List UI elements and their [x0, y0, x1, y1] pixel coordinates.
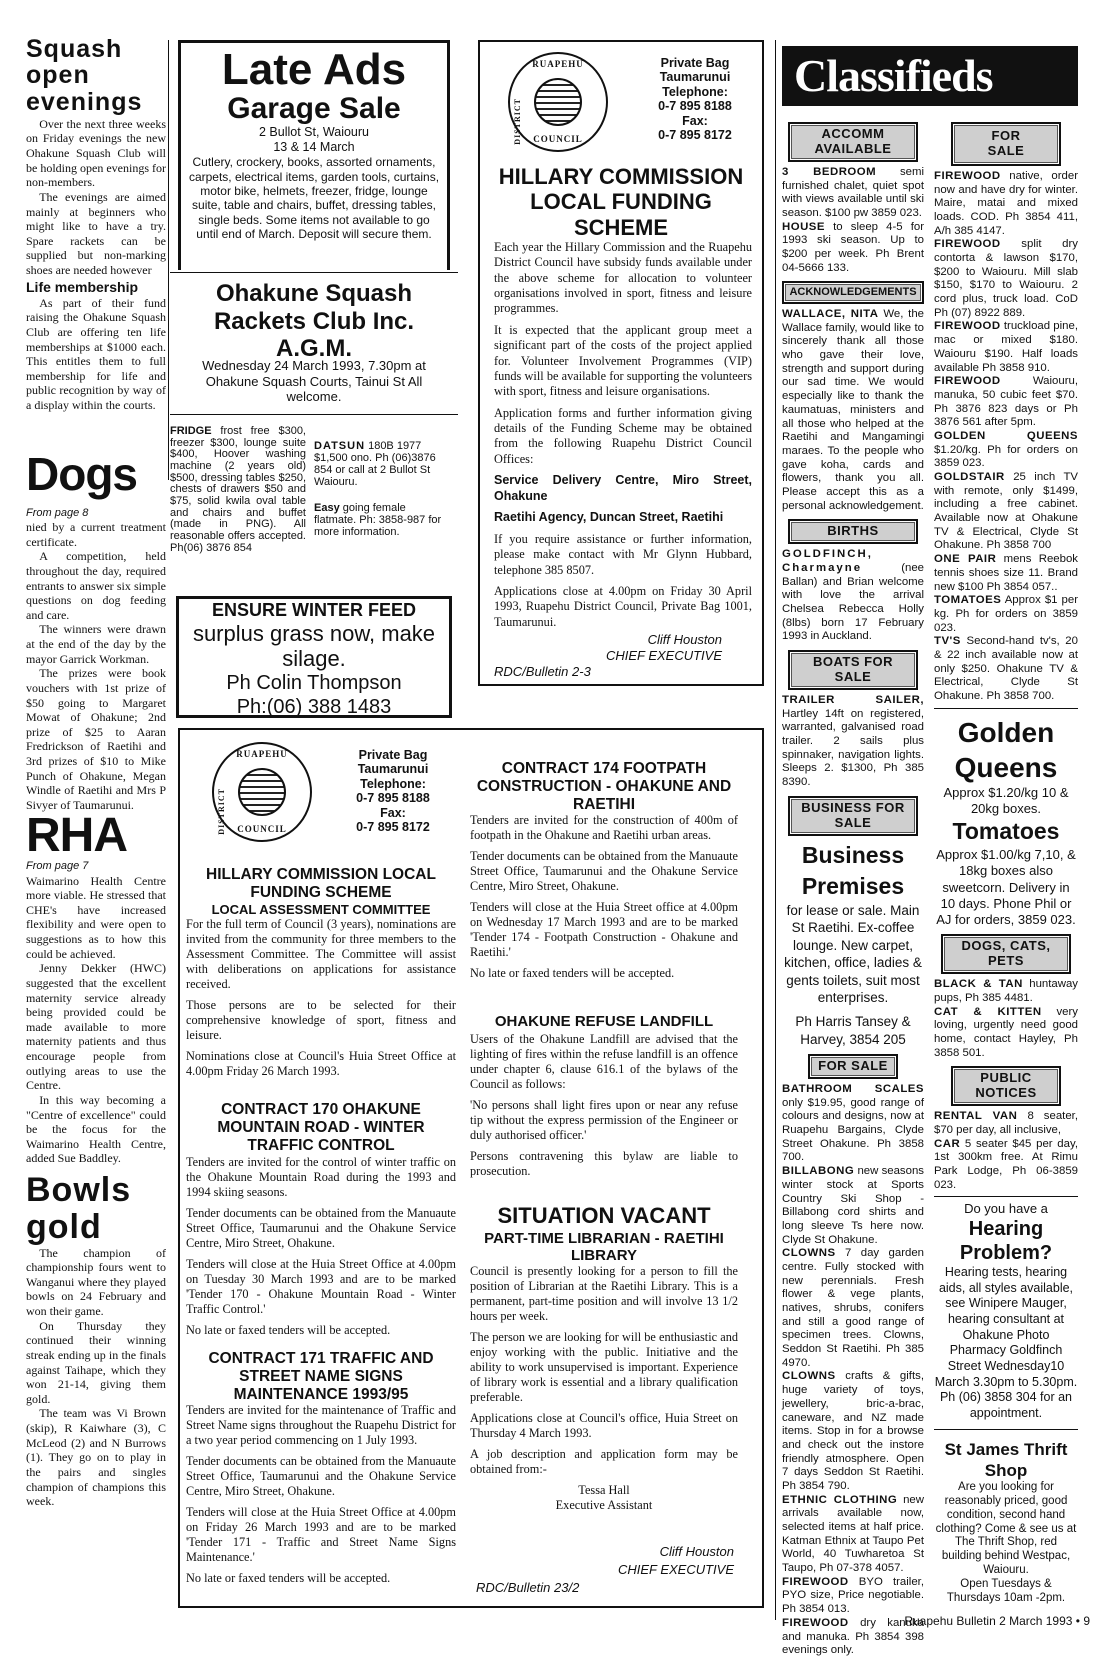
agm-heading: Ohakune Squash Rackets Club Inc. A.G.M. — [213, 280, 415, 363]
garage-sale-items: Cutlery, crockery, books, assorted ornaments, carpets, electrical items, garden tools, curtains, motor bike, helmets, freezer, fridge, lounge suite, table and chairs, buffet, dressing tables, single beds. Some items not available to go until end of March. Deposit will secure them. — [188, 155, 440, 242]
bowls-paragraph: On Thursday they continued their winning streak ending up in the finals against Taihape, which they won 21-14, giving them gold. — [26, 1318, 166, 1406]
notice-paragraph: Tender documents can be obtained from the Manuaute Street Office, Taumarunui and the Ohakune Service Centre, Miro Street, Ohakune. — [470, 849, 738, 894]
classified-ad: GOLDEN QUEENS $1.20/kg. Ph for orders on 3859 023. — [934, 429, 1078, 470]
dogs-paragraph: The prizes were book vouchers with 1st prize of $50 going to Margaret Mowat of Ohakune; 2nd prize of $25 to Aaran Fredrickson of Raetihi and 3rd prizes of $10 to Mike Punch of Ohakune, Megan Windle of Raetihi and Mrs P Sivyer of Taumarunui. — [26, 666, 166, 812]
classified-ad: 3 BEDROOM semi furnished chalet, quiet spot with views available until ski season. $100 pw 3859 023. — [782, 165, 924, 219]
hearing-heading: Hearing Problem? — [959, 1218, 1053, 1265]
squash-paragraph: The evenings are aimed mainly at beginners who might like to have a try. Spare rackets can be supplied but non-marking shoes are needed however — [26, 189, 166, 277]
notice-paragraph: Nominations close at Council's Huia Street Office at 4.00pm Friday 26 March 1993. — [186, 1049, 456, 1079]
signature-title: CHIEF EXECUTIVE — [605, 648, 722, 663]
librarian-subheading: PART-TIME LIBRARIAN - RAETIHI LIBRARY — [484, 1229, 724, 1264]
silage-ad — [176, 596, 452, 718]
classified-ad: BILLABONG new seasons winter stock at Sports Country Ski Shop - Billabong cord shirts and long sleeve Ts here now. Clyde St Ohakune. — [782, 1165, 924, 1246]
office-address: Raetihi Agency, Duncan Street, Raetihi — [494, 510, 724, 525]
contact-line: 0-7 895 8188 — [356, 791, 430, 806]
contact-line: Taumarunui — [659, 70, 731, 85]
business-premises-contact: Ph Harris Tansey & Harvey, 3854 205 — [795, 1014, 911, 1047]
rha-paragraph: In this way becoming a "Centre of excellence" could be the focus for the Waimarino Health Centre, added Sue Baddley. — [26, 1092, 166, 1166]
bulletin-reference: RDC/Bulletin 23/2 — [476, 1580, 580, 1595]
notice-paragraph: For the full term of Council (3 years), nominations are invited from the community for three members to the Assessment Committee. The Committee will assist with deliberations on applications for assistance received. — [186, 917, 456, 992]
hillary-paragraph: Applications close at 4.00pm on Friday 30 April 1993, Ruapehu District Council, Private Bag 1001, Taumarunui. — [494, 583, 752, 629]
golden-queens-heading: Golden Queens — [954, 716, 1058, 783]
datsun-ad — [314, 440, 450, 488]
contact-line: Private Bag — [358, 748, 428, 762]
dogs-paragraph: The winners were drawn at the end of the day by the mayor Garrick Workman. — [26, 622, 166, 666]
section-header: BUSINESS FOR SALE — [788, 796, 918, 836]
council-contact — [640, 56, 750, 142]
hearing-pretitle: Do you have a — [964, 1201, 1048, 1217]
continued-from: From page 8 — [26, 506, 89, 519]
classified-ad: GOLDSTAIR 25 inch TV with remote, only $1499, including a free cabinet. Available now at Ohakune TV & Electrical, Clyde St Ohakune. Ph 3858 700 — [934, 471, 1078, 552]
bowls-headline: Bowls gold — [26, 1171, 132, 1246]
situation-vacant-heading: SITUATION VACANT — [497, 1202, 711, 1228]
classified-ad: CAR 5 seater $45 per day, 1st 300km free. At Rimu Park Lodge, Ph 06-3859 023. — [934, 1137, 1078, 1191]
thrift-shop-heading: St James Thrift Shop — [944, 1440, 1068, 1480]
section-header: ACKNOWLEDGEMENTS — [782, 281, 924, 304]
divider — [170, 414, 458, 415]
signature-title: CHIEF EXECUTIVE — [617, 1562, 734, 1577]
notice-paragraph: Tenders will close at the Huia Street Office at 4.00pm on Tuesday 30 March 1993 and are to be marked 'Tender 170 - Ohakune Mountain Road - Winter Traffic Control.' — [186, 1256, 456, 1316]
signature: Cliff Houston — [659, 1544, 734, 1559]
classified-ad: TRAILER SAILER, Hartley 14ft on registered, warranted, galvanised road trailer. 2 sails plus spinnaker, navigation lights. Sleeps 2. $1300, Ph 385 8390. — [782, 693, 924, 789]
page-footer: Ruapehu Bulletin 2 March 1993 • 9 — [904, 1614, 1090, 1628]
late-ads-title: Late Ads — [221, 45, 407, 94]
silage-line: surplus grass now, make silage. — [192, 620, 436, 672]
notice-paragraph: Tender documents can be obtained from the Manuaute Street Office, Taumarunui and the Ohakune Service Centre, Miro Street, Ohakune. — [186, 1454, 456, 1499]
hillary-paragraph: If you require assistance or further information, please make contact with Mr Glynn Hubbard, telephone 385 8507. — [494, 531, 752, 577]
contact-role: Executive Assistant — [555, 1498, 653, 1513]
squash-headline: Squash open evenings — [26, 35, 143, 116]
thrift-shop-hours: Open Tuesdays & Thursdays 10am -2pm. — [946, 1577, 1066, 1604]
continued-from: From page 7 — [26, 860, 89, 873]
classifieds-title: Classifieds — [794, 50, 993, 101]
notice-paragraph: Applications close at Council's office, Huia Street on Thursday 4 March 1993. — [470, 1411, 738, 1441]
notice-paragraph: Tenders are invited for the construction of 400m of footpath in the Ohakune and Raetihi urban areas. — [470, 813, 738, 843]
classified-ad: CLOWNS 7 day garden centre. Fully stocked with new perennials. Fresh flower & vege plants, natives, shrubs, conifers and still a good range of specimen trees. Clowns, Seddon St Raetihi. Ph 385 4970. — [782, 1247, 924, 1369]
notice-paragraph: Persons contravening this bylaw are liable to prosecution. — [470, 1148, 738, 1178]
notice-paragraph: The person we are looking for will be enthusiastic and enjoy working with the public. Initiative and the ability to work unsupervised is important. Experience of library work is essential and a library qualification preferable. — [470, 1330, 738, 1405]
agm-details: Wednesday 24 March 1993, 7.30pm at Ohakune Squash Courts, Tainui St All welcome. — [202, 358, 426, 405]
rha-paragraph: Jenny Dekker (HWC) suggested that the excellent maternity service already being provided could be made available to more maternity patients and thus encourage people from outlying areas to use the Centre. — [26, 961, 166, 1093]
assessment-heading: HILLARY COMMISSION LOCAL FUNDING SCHEME — [206, 866, 436, 901]
golden-queens-body: Approx $1.20/kg 10 & 20kg boxes. — [943, 784, 1069, 816]
hillary-paragraph: Each year the Hillary Commission and the Ruapehu District Council have subsidy funds available under the above scheme for allocation to volunteer organisations involved in sport, fitness and leisure programmes. — [494, 240, 752, 316]
section-header: ACCOMM AVAILABLE — [788, 122, 918, 162]
contact-line: 0-7 895 8172 — [658, 127, 732, 142]
council-seal-logo — [508, 52, 608, 152]
bowls-paragraph: The champion of championship fours went to Wanganui where they played bowls on 24 February and won their game. — [26, 1245, 166, 1319]
section-header: FOR SALE — [951, 122, 1061, 166]
tomatoes-body: Approx $1.00/kg 7,10, & 18kg boxes also sweetcorn. Delivery in 10 days. Phone Phil or AJ for orders, 3859 023. — [936, 847, 1076, 928]
divider — [170, 272, 458, 273]
classifieds-column-a — [782, 116, 925, 1657]
assessment-subheading: LOCAL ASSESSMENT COMMITTEE — [211, 901, 431, 917]
flatmate-lead: Easy — [314, 502, 340, 514]
seal-text: COUNCIL — [237, 824, 287, 835]
contract-174-heading: CONTRACT 174 FOOTPATH CONSTRUCTION - OHAKUNE AND RAETIHI — [476, 760, 732, 813]
divider — [934, 1196, 1078, 1197]
contact-line: Taumarunui — [357, 762, 429, 777]
silage-line: Ph:(06) 388 1483 — [236, 696, 392, 719]
notice-paragraph: Tenders will close at the Huia Street Office at 4.00pm on Friday 26 March 1993 and are to be marked 'Tender 171 - Traffic and Street Name Signs Maintenance.' — [186, 1505, 456, 1565]
classified-ad: FIREWOOD dry kanuka and manuka. Ph 3854 398 evenings only. — [782, 1616, 925, 1657]
hearing-body: Hearing tests, hearing aids, all styles available, see Winipere Mauger, hearing consultant at Ohakune Photo Pharmacy Goldfinch Street Wednesday10 March 3.30pm to 5.30pm. Ph (06) 3858 304 for an appointment. — [934, 1265, 1078, 1420]
classified-ad: TV'S Second-hand tv's, 20 & 22 inch available now at only $250. Ohakune TV & Electrical, Clyde St Ohakune. Ph 3858 700. — [934, 635, 1078, 702]
squash-paragraph: Over the next three weeks on Friday evenings the new Ohakune Squash Club will be holding open evenings for non-members. — [26, 116, 166, 190]
hillary-paragraph: Application forms and further information giving details of the Funding Scheme may be obtained from the following Ruapehu District Council Offices: — [494, 405, 752, 466]
classifieds-column-b — [934, 116, 1078, 1610]
seal-text: COUNCIL — [533, 134, 583, 145]
hillary-title: HILLARY COMMISSION LOCAL FUNDING SCHEME — [498, 164, 744, 240]
rha-paragraph: Waimarino Health Centre more viable. He stressed that CHE's have increased flexibility and were open to suggestions as to how this could be achieved. — [26, 873, 166, 961]
notice-paragraph: Tender documents can be obtained from the Manuaute Street Office, Taumarunui and the Ohakune Service Centre, Miro Street, Ohakune. — [186, 1205, 456, 1250]
classified-ad: BLACK & TAN huntaway pups, Ph 385 4481. — [934, 978, 1078, 1004]
silage-line: Ph Colin Thompson — [226, 672, 402, 695]
contact-line: Fax: — [380, 805, 406, 820]
classified-ad: GOLDFINCH, Charmayne (nee Ballan) and Brian welcome with love the arrival Chelsea Rebecca Holly (8lbs) born 17 February 1993 in Auckland. — [782, 548, 924, 643]
thrift-shop-body: Are you looking for reasonably priced, good condition, second hand clothing? Come & see us at The Thrift Shop, red building behind Westpac, Waiouru. — [935, 1481, 1077, 1576]
classified-ad: RENTAL VAN 8 seater, $70 per day, all inclusive, — [934, 1110, 1079, 1136]
signature: Cliff Houston — [647, 632, 722, 647]
business-premises-body: for lease or sale. Main St Raetihi. Ex-coffee lounge. New carpet, kitchen, office, ladies & gents toilets, suit most enterprises. — [784, 902, 922, 1006]
council-notices-box — [178, 728, 764, 1608]
bulletin-reference: RDC/Bulletin 2-3 — [494, 664, 591, 679]
classified-ad: ONE PAIR mens Reebok tennis shoes size 11. Brand new $100 Ph 3854 057.. — [934, 553, 1078, 593]
classified-ad: FIREWOOD truckload pine, mac or mixed $180. Waiouru $190. Half loads available Ph 3858 910. — [934, 320, 1078, 374]
fridge-text: frost free $300, freezer $300, lounge suite $400, Hoover washing machine (2 years old) $500, dressing tables $250, chests of drawers $50 and $75, solid kwila oval table and chairs and buffet (made in PNG). All reasonable offers accepted. Ph(06) 3876 854 — [170, 425, 306, 554]
silage-line: ENSURE WINTER FEED — [211, 600, 416, 620]
business-premises-heading: Business Premises — [801, 841, 905, 899]
datsun-text: 180B 1977 $1,500 ono. Ph (06)3876 854 or call at 2 Bullot St Waiouru. — [314, 440, 436, 489]
life-membership-paragraph: As part of their fund raising the Ohakune Squash Club are offering ten life memberships at $1000 each. This entitles them to full membership for life and public recognition by way of a display within the courts. — [26, 295, 166, 413]
section-header: BOATS FOR SALE — [788, 650, 918, 690]
flatmate-ad — [314, 502, 450, 538]
contact-line: Private Bag — [660, 56, 730, 70]
contact-line: Telephone: — [360, 776, 426, 791]
flatmate-text: going female flatmate. Ph: 3858-987 for more information. — [314, 502, 442, 539]
column-rule — [168, 40, 169, 480]
section-header: BIRTHS — [788, 519, 918, 544]
divider — [934, 708, 1078, 709]
classified-ad: FIREWOOD Waiouru, manuka, 50 cubic feet $70. Ph 3876 823 days or Ph 3876 561 after 5pm. — [934, 375, 1078, 429]
classifieds-banner — [782, 46, 1078, 106]
news-column — [26, 36, 166, 1611]
contact-line: 0-7 895 8188 — [658, 99, 732, 114]
classified-ad: FIREWOOD BYO trailer, PYO size, Price negotiable. Ph 3854 013. — [782, 1575, 924, 1616]
notice-paragraph: Those persons are to be selected for their comprehensive knowledge of sport, fitness and leisure. — [186, 998, 456, 1043]
contract-171-heading: CONTRACT 171 TRAFFIC AND STREET NAME SIGNS MAINTENANCE 1993/95 — [208, 1349, 434, 1403]
dogs-headline: Dogs — [26, 447, 137, 500]
garage-sale-heading: Garage Sale — [227, 92, 401, 126]
section-header: FOR SALE — [808, 1054, 898, 1079]
contact-name: Tessa Hall — [578, 1483, 630, 1498]
classified-ad: BATHROOM SCALES only $19.95, good range of colours and designs, now at Ruapehu Bargains, Clyde Street Ohakune. Ph 3858 700. — [782, 1083, 924, 1164]
council-seal-logo — [212, 742, 312, 842]
notice-paragraph: Council is presently looking for a person to fill the position of Librarian at the Raetihi Library. This is a permanent, part-time position and will involve 13 1/2 hours per week. — [470, 1264, 738, 1324]
seal-text: RUAPEHU — [532, 59, 584, 69]
classified-ad: TOMATOES Approx $1 per kg. Ph for orders on 3859 023. — [934, 594, 1078, 634]
late-ads-box — [178, 40, 450, 270]
rha-headline: RHA — [26, 808, 127, 862]
divider — [934, 1429, 1078, 1430]
notice-paragraph: 'No persons shall light fires upon or near any refuse tip without the express permission of the Engineer or duly authorised officer.' — [470, 1097, 738, 1142]
dogs-paragraph: nied by a current treatment certificate. — [26, 520, 166, 549]
dogs-paragraph: A competition, held throughout the day, required entrants to answer six simple questions on dog feeding and care. — [26, 549, 166, 622]
life-membership-heading: Life membership — [26, 278, 139, 295]
notice-paragraph: Tenders are invited for the control of winter traffic on the Ohakune Mountain Road during the 1993 and 1994 skiing seasons. — [186, 1154, 456, 1199]
late-ads-section — [170, 40, 458, 720]
fridge-ad — [170, 426, 306, 554]
column-rule — [775, 40, 776, 1620]
council-contact — [338, 748, 448, 834]
garage-sale-address: 2 Bullot St, Waiouru — [258, 124, 369, 139]
hillary-notice-box — [478, 40, 764, 686]
seal-text: RUAPEHU — [236, 749, 288, 759]
notice-paragraph: No late or faxed tenders will be accepted. — [470, 966, 675, 981]
notice-paragraph: Users of the Ohakune Landfill are advised that the lighting of fires within the refuse landfill is an offence under chapter 6, clause 616.1 of the bylaws of the Council as follows: — [470, 1031, 738, 1091]
mountain-icon — [534, 78, 582, 126]
mountain-icon — [238, 768, 286, 816]
section-header: PUBLIC NOTICES — [951, 1066, 1061, 1106]
tomatoes-heading: Tomatoes — [952, 818, 1060, 845]
classified-ad: CLOWNS crafts & gifts, huge variety of toys, jewellery, bric-a-brac, caneware, and NZ made items. Stop in for a browse and check out the instore friendly atmosphere. Open 7 days Seddon St Raetihi. Ph 3854 790. — [782, 1370, 924, 1492]
section-header: DOGS, CATS, PETS — [941, 934, 1071, 974]
seal-text: DISTRICT — [513, 98, 522, 145]
classified-ad: CAT & KITTEN very loving, urgently need good home, contact Hayley, Ph 3858 501. — [934, 1005, 1079, 1059]
classified-ad: WALLACE, NITA We, the Wallace family, would like to sincerely thank all those who gave their love, strength and support during our sad time. We would especially like to thank the kaumatuas, ministers and all those who helped at the Raetihi and Mangamingi maraes. To the people who gave koha, cards and flowers, thank you all. Please accept this as a personal acknowledgement. — [782, 308, 925, 512]
garage-sale-dates: 13 & 14 March — [273, 139, 355, 154]
datsun-lead: DATSUN — [314, 440, 366, 452]
contact-line: 0-7 895 8172 — [356, 819, 430, 834]
bowls-paragraph: The team was Vi Brown (skip), R Kaiwhare (3), C McLeod (2) and N Burrows (1). They go on to play in the pairs and singles champion of champions this week. — [26, 1406, 166, 1509]
contract-170-heading: CONTRACT 170 OHAKUNE MOUNTAIN ROAD - WINTER TRAFFIC CONTROL — [217, 1101, 425, 1155]
contact-line: Telephone: — [662, 84, 728, 99]
notice-paragraph: No late or faxed tenders will be accepted. — [186, 1571, 391, 1586]
notice-paragraph: No late or faxed tenders will be accepted. — [186, 1322, 391, 1337]
classified-ad: ETHNIC CLOTHING new arrivals available now, selected items at half price. Katman Ethnix at Taupo Pet World, 40 Tuwharetoa St Taupo, Ph 07-378 4057. — [782, 1493, 924, 1575]
fridge-lead: FRIDGE — [170, 425, 212, 437]
contact-line: Fax: — [682, 113, 708, 128]
landfill-heading: OHAKUNE REFUSE LANDFILL — [494, 1013, 714, 1031]
hillary-paragraph: It is expected that the applicant group meet a significant part of the costs of the project applied for. Volunteer Involvement Programmes (VIP) funds will be available for supporting the volunteers with sport, fitness and leisure organisations. — [494, 322, 752, 399]
classified-ad: FIREWOOD split dry contorta & lawson $170, $200 to Waiouru. Mill slab $150, $170 to Waiouru. 2 cord plus, truck load. CoD Ph (07) 8922 889. — [934, 238, 1079, 319]
office-address: Service Delivery Centre, Miro Street, Ohakune — [494, 473, 752, 503]
notice-paragraph: Tenders will close at the Huia Street office at 4.00pm on Wednesday 17 March 1993 and are to be marked 'Tender 174 - Footpath Construction - Ohakune and Raetihi.' — [470, 900, 738, 960]
classified-ad: FIREWOOD native, order now and have dry for winter. Maire, matai and mixed loads. COD. Ph 3854 411, A/h 385 4147. — [934, 169, 1078, 237]
classified-ad: HOUSE to sleep 4-5 for 1993 ski season. Up to $200 per week. Ph Brent 04-5666 133. — [782, 220, 924, 274]
seal-text: DISTRICT — [217, 788, 226, 835]
notice-paragraph: A job description and application form may be obtained from:- — [470, 1447, 738, 1477]
notice-paragraph: Tenders are invited for the maintenance of Traffic and Street Name signs throughout the Ruapehu District for a two year period commencing on 1 July 1993. — [186, 1403, 456, 1448]
